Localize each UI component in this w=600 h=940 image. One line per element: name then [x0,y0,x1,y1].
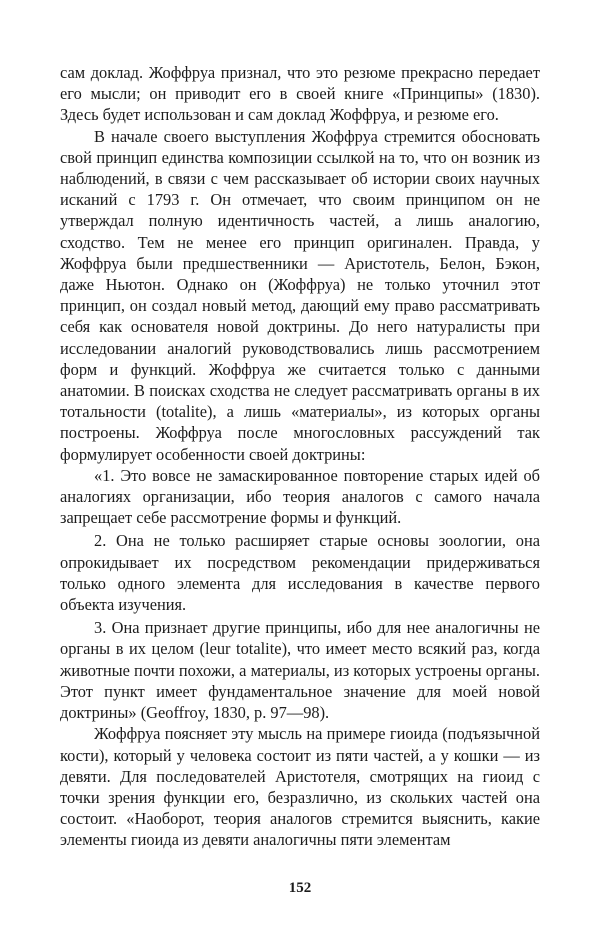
page-text [60,62,540,851]
paragraph-1: сам доклад. Жоффруа признал, что это резюме прекрасно передает его мысли; он приводит его в своей книге «Принципы» (1830). Здесь будет использован и сам доклад Жоффруа, и резюме его. [60,63,540,125]
paragraph-5: 3. Она признает другие принципы, ибо для нее аналогичны не органы в их целом (leur totalite), что имеет место всякий раз, когда животные почти похожи, а материалы, из которых устроены органы. Этот пункт имеет фундаментальное значение для моей новой доктрины» (Geoffroy, 1830, p. 97—98). [60,618,540,723]
page-number: 152 [288,880,312,896]
paragraph-3: «1. Это вовсе не замаскированное повторение старых идей об аналогиях организации, ибо теория аналогов с самого начала запрещает себе рассмотрение формы и функций. [60,465,540,528]
paragraph-6: Жоффруа поясняет эту мысль на примере гиоида (подъязычной кости), который у человека состоит из пяти частей, а у кошки — из девяти. Для последователей Аристотеля, смотрящих на гиоид с точки зрения функции его, безразлично, из скольких частей она состоит. «Наоборот, теория аналогов стремится выяснить, какие элементы гиоида из девяти аналогичны пяти элементам [60,724,540,850]
paragraph-2: В начале своего выступления Жоффруа стремится обосновать свой принцип единства композиции ссылкой на то, что он возник из наблюдений, в связи с чем рассказывает об истории своих научных исканий с 1793 г. Он отмечает, что своим принципом он не утверждал полную идентичность частей, а лишь аналогию, сходство. Тем не менее его принцип оригинален. Правда, у Жоффруа были предшественники — Аристотель, Белон, Бэкон, даже Ньютон. Однако он (Жоффруа) не только уточнил этот принцип, он создал новый метод, дающий ему право рассматривать себя как основателя новой доктрины. До него натуралисты при исследовании аналогий руководствовались лишь рассмотрением форм и функций. Жоффруа же считается только с данными анатомии. В поисках сходства не следует рассматривать органы в их тотальности (totalite), а лишь «материалы», из которых органы построены. Жоффруа после многословных рассуждений так формулирует особенности своей доктрины: [60,126,540,464]
paragraph-4: 2. Она не только расширяет старые основы зоологии, она опрокидывает их посредством рекомендации придерживаться только одного элемента для исследования в качестве первого объекта изучения. [60,531,540,615]
